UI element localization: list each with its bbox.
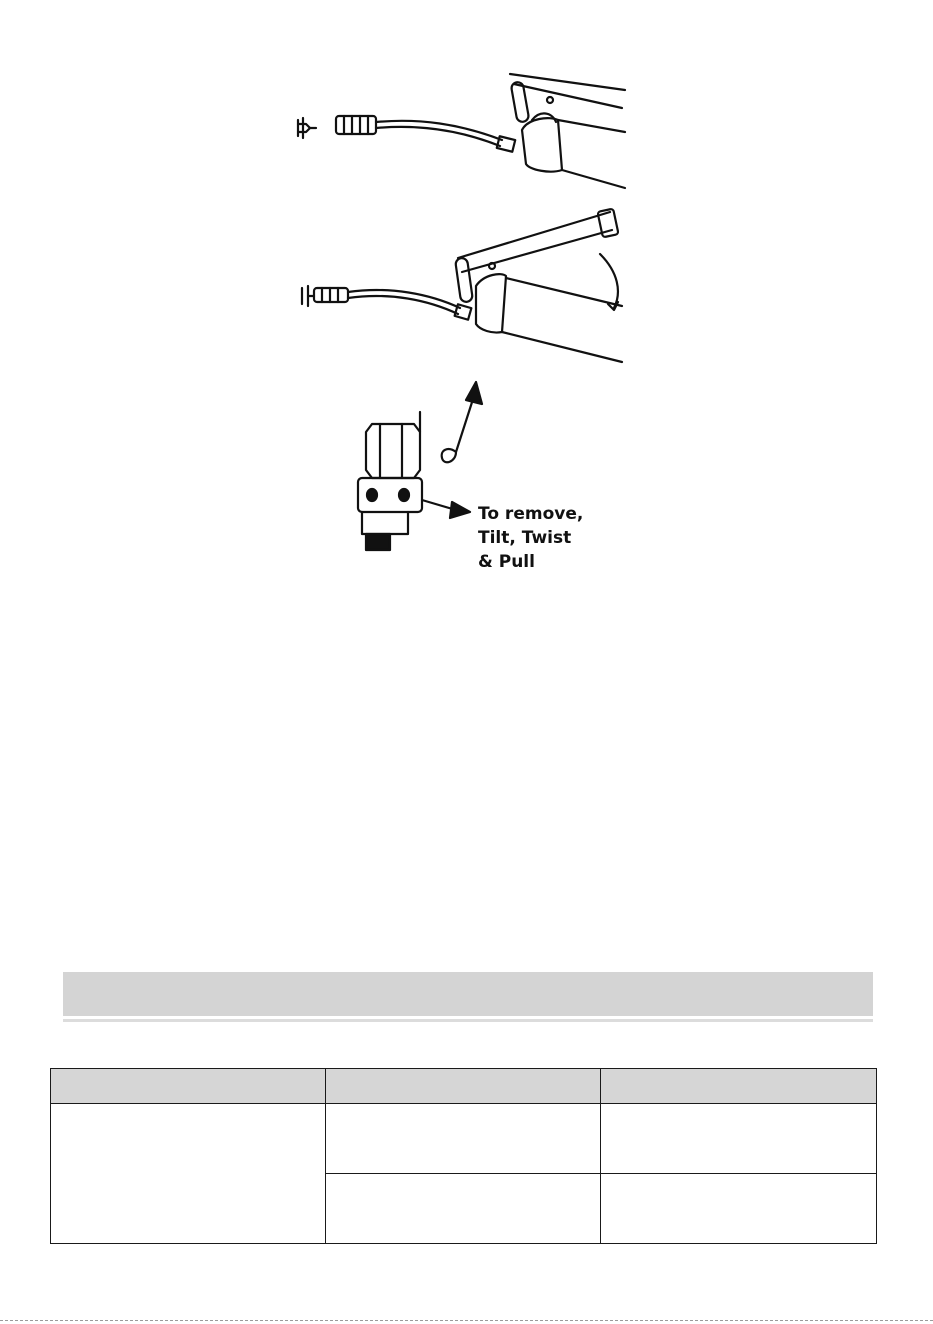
table-header-row [51,1069,877,1104]
table-cell [601,1174,877,1244]
table-header-cell [51,1069,326,1104]
table-cell [326,1174,601,1244]
grease-gun-middle [302,209,622,362]
callout-line-3: & Pull [478,552,535,572]
table-header-cell [601,1069,877,1104]
table-row [51,1104,877,1174]
grease-gun-top [298,74,625,188]
grease-gun-illustration [270,60,650,600]
table-cell [51,1104,326,1244]
page-bottom-dashed-line [0,1320,933,1321]
coupler-detail [358,412,470,550]
callout-line-1: To remove, [478,504,584,524]
table-cell [601,1104,877,1174]
table-cell [326,1104,601,1174]
table-header-cell [326,1069,601,1104]
callout-text [478,502,583,574]
troubleshooting-table [50,1068,877,1244]
section-divider [63,1019,873,1022]
tilt-arrow [442,382,482,462]
section-heading-band [63,972,873,1016]
callout-line-2: Tilt, Twist [478,528,572,548]
